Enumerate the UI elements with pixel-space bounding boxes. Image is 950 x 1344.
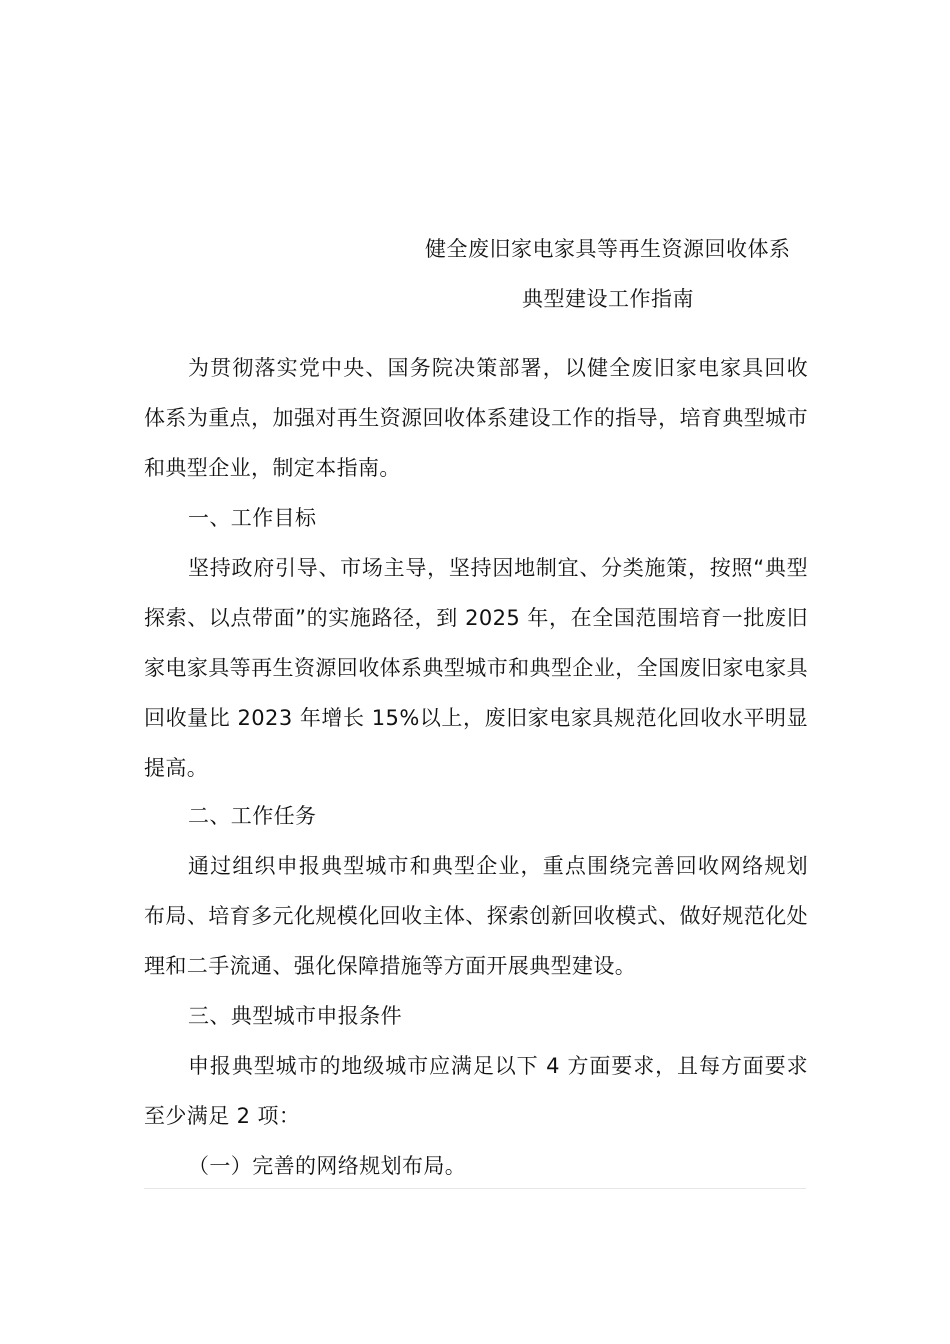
section-heading-tasks: 二、工作任务 xyxy=(188,804,317,828)
subsection-heading-network: （一）完善的网络规划布局。 xyxy=(188,1154,467,1178)
tasks-paragraph: 通过组织申报典型城市和典型企业，重点围绕完善回收网络规划布局、培育多元化规模化回收主体、探索创新回收模式、做好规范化处理和二手流通、强化保障措施等方面开展典型建设。 xyxy=(144,854,808,978)
page-divider xyxy=(144,1188,806,1189)
city-criteria-paragraph: 申报典型城市的地级城市应满足以下 4 方面要求，且每方面要求至少满足 2 项： xyxy=(144,1054,808,1128)
intro-paragraph: 为贯彻落实党中央、国务院决策部署，以健全废旧家电家具回收体系为重点，加强对再生资源回收体系建设工作的指导，培育典型城市和典型企业，制定本指南。 xyxy=(144,356,808,480)
section-heading-goals: 一、工作目标 xyxy=(188,506,317,530)
document-title-line-1: 健全废旧家电家具等再生资源回收体系 xyxy=(425,237,791,261)
section-heading-city-criteria: 三、典型城市申报条件 xyxy=(188,1004,402,1028)
document-title-line-2: 典型建设工作指南 xyxy=(522,287,694,311)
goals-paragraph: 坚持政府引导、市场主导，坚持因地制宜、分类施策，按照“典型探索、以点带面”的实施路径，到 2025 年，在全国范围培育一批废旧家电家具等再生资源回收体系典型城市和典型企业，全国废旧家电家具回收量比 2023 年增长 15%以上，废旧家电家具规范化回收水平明显提高。 xyxy=(144,556,808,780)
